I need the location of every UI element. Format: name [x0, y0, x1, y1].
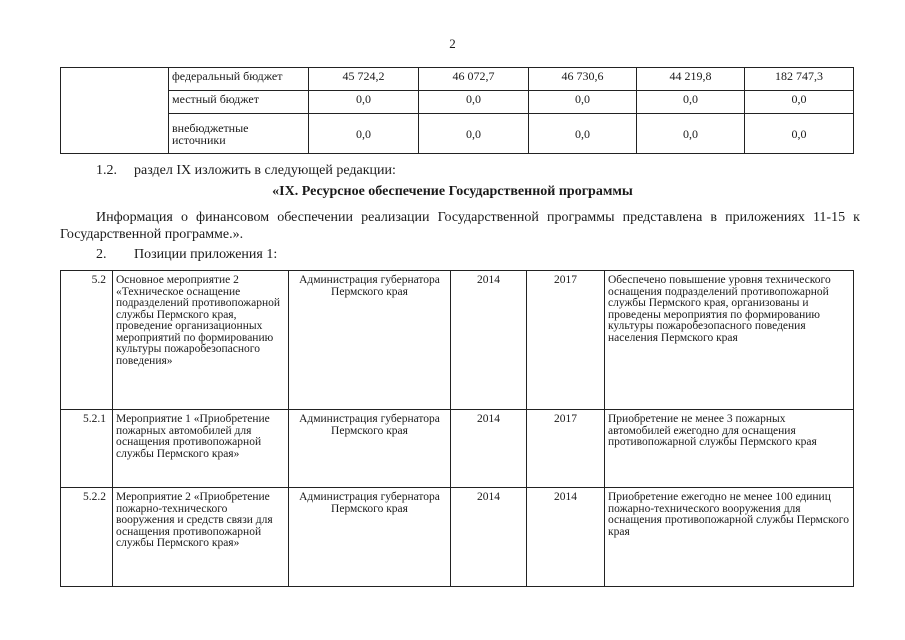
value-cell: 45 724,2	[309, 68, 419, 91]
position-executor: Администрация губернатора Пермского края	[289, 410, 451, 488]
info-paragraph: Информация о финансовом обеспечении реализации Государственной программы представлена в приложениях 11-15 к Государственной программе.».	[60, 210, 860, 242]
position-end-year: 2017	[527, 271, 605, 410]
item-number: 1.2.	[96, 163, 117, 178]
value-cell: 0,0	[529, 114, 637, 154]
table-row	[61, 488, 854, 587]
row-label: внебюджетные источники	[169, 114, 309, 154]
position-result: Приобретение не менее 3 пожарных автомобилей ежегодно для оснащения противопожарной службы Пермского края	[605, 410, 854, 488]
value-cell: 0,0	[419, 91, 529, 114]
position-start-year: 2014	[451, 271, 527, 410]
position-start-year: 2014	[451, 410, 527, 488]
section-heading: «IX. Ресурсное обеспечение Государственной программы	[272, 184, 633, 199]
position-executor: Администрация губернатора Пермского края	[289, 271, 451, 410]
table-row	[61, 114, 854, 154]
row-label: федеральный бюджет	[169, 68, 309, 91]
table-row	[61, 410, 854, 488]
page-number: 2	[449, 36, 456, 51]
item-text: Позиции приложения 1:	[134, 247, 278, 262]
item-2	[96, 246, 277, 263]
position-name: Основное мероприятие 2 «Техническое оснащение подразделений противопожарной службы Пермского края, проведение организационных мероприятий по формированию культуры пожаробезопасного поведения»	[113, 271, 289, 410]
value-cell: 44 219,8	[637, 68, 745, 91]
positions-table	[60, 270, 854, 587]
item-number: 2.	[96, 247, 107, 262]
position-start-year: 2014	[451, 488, 527, 587]
table-row	[61, 68, 854, 91]
value-cell: 46 730,6	[529, 68, 637, 91]
table-row	[61, 271, 854, 410]
value-cell: 0,0	[529, 91, 637, 114]
value-cell: 0,0	[637, 114, 745, 154]
position-number: 5.2	[61, 271, 113, 410]
position-number: 5.2.1	[61, 410, 113, 488]
position-executor: Администрация губернатора Пермского края	[289, 488, 451, 587]
item-text: раздел IX изложить в следующей редакции:	[134, 163, 396, 178]
budget-table	[60, 67, 854, 154]
empty-cell	[61, 68, 169, 154]
position-number: 5.2.2	[61, 488, 113, 587]
position-result: Обеспечено повышение уровня технического оснащения подразделений противопожарной службы Пермского края, организованы и проведены мероприятия по формированию культуры пожаробезопасного поведения населения Пермского края	[605, 271, 854, 410]
value-cell: 182 747,3	[745, 68, 854, 91]
value-cell: 0,0	[637, 91, 745, 114]
value-cell: 46 072,7	[419, 68, 529, 91]
position-name: Мероприятие 1 «Приобретение пожарных автомобилей для оснащения противопожарной службы Пермского края»	[113, 410, 289, 488]
value-cell: 0,0	[309, 91, 419, 114]
position-name: Мероприятие 2 «Приобретение пожарно-технического вооружения и средств связи для оснащения противопожарной службы Пермского края»	[113, 488, 289, 587]
table-row	[61, 91, 854, 114]
value-cell: 0,0	[745, 114, 854, 154]
value-cell: 0,0	[745, 91, 854, 114]
position-end-year: 2017	[527, 410, 605, 488]
row-label: местный бюджет	[169, 91, 309, 114]
position-end-year: 2014	[527, 488, 605, 587]
value-cell: 0,0	[419, 114, 529, 154]
value-cell: 0,0	[309, 114, 419, 154]
position-result: Приобретение ежегодно не менее 100 единиц пожарно-технического вооружения для оснащения противопожарной службы Пермского края	[605, 488, 854, 587]
item-1-2	[96, 162, 396, 179]
